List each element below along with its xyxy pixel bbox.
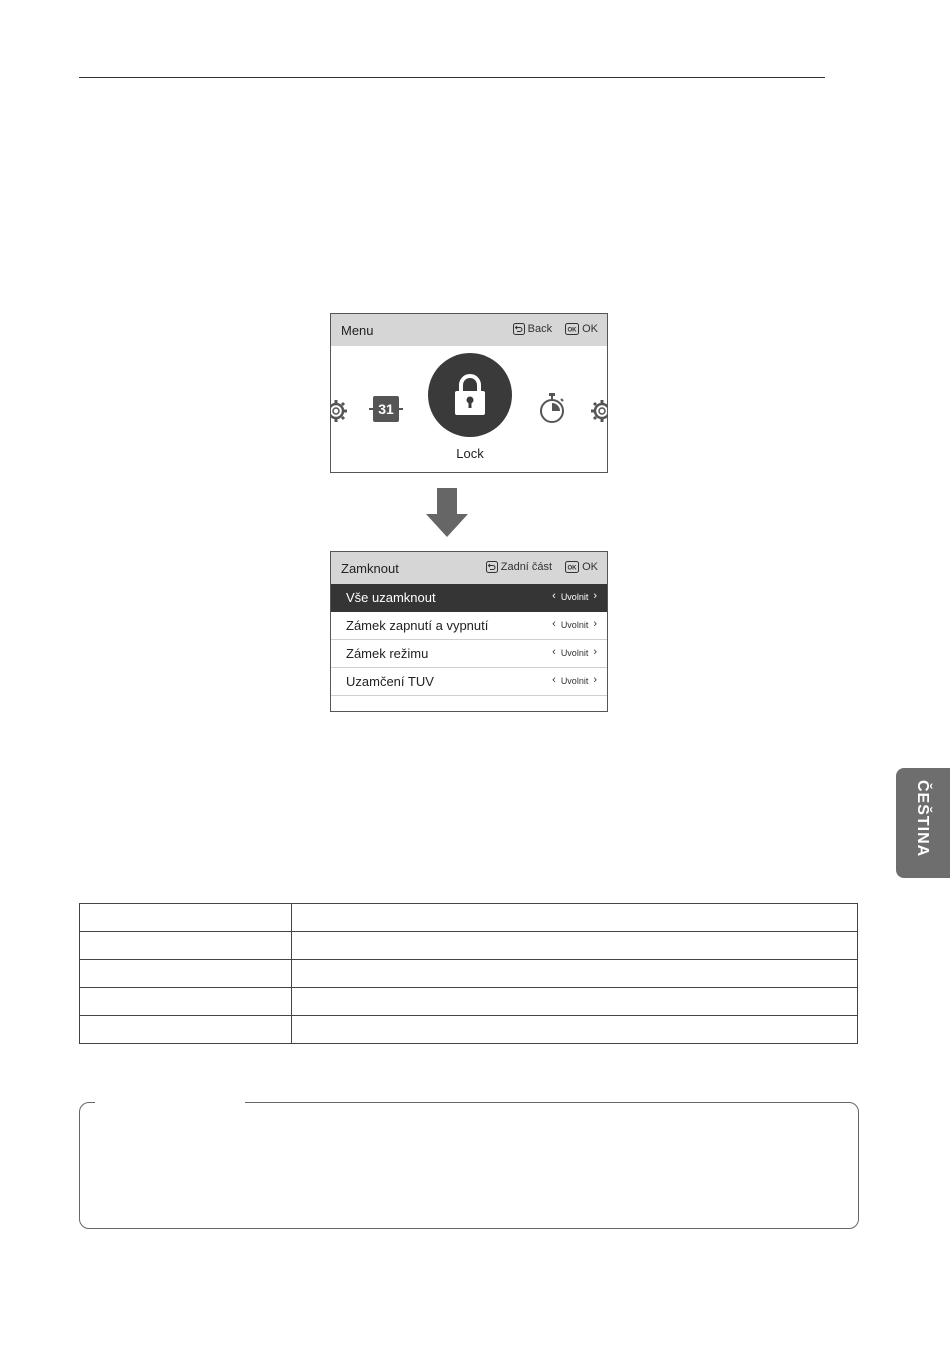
value-label: Uvolnit bbox=[560, 647, 589, 658]
table-row bbox=[80, 988, 858, 1016]
list-item[interactable] bbox=[331, 640, 607, 668]
menu-header-controls bbox=[513, 323, 598, 335]
menu-screen bbox=[330, 313, 608, 473]
calendar-day: 31 bbox=[373, 396, 399, 422]
ok-label[interactable]: OK bbox=[582, 561, 598, 573]
lock-menu-item[interactable] bbox=[428, 353, 512, 437]
menu-header bbox=[331, 314, 607, 346]
top-rule bbox=[79, 77, 825, 78]
timer-icon[interactable] bbox=[537, 392, 567, 424]
lock-settings-screen bbox=[330, 551, 608, 712]
gear-icon[interactable] bbox=[330, 398, 349, 424]
table-row bbox=[80, 1016, 858, 1044]
back-label[interactable]: Back bbox=[527, 323, 553, 335]
ok-icon[interactable] bbox=[565, 561, 579, 573]
chevron-left-icon[interactable]: ‹ bbox=[552, 646, 556, 658]
lock-title: Zamknout bbox=[341, 561, 399, 576]
lock-header-controls bbox=[486, 561, 598, 573]
value-selector[interactable] bbox=[552, 675, 597, 686]
value-selector[interactable] bbox=[552, 591, 597, 602]
list-item[interactable] bbox=[331, 612, 607, 640]
value-label: Uvolnit bbox=[560, 591, 589, 602]
chevron-right-icon[interactable]: › bbox=[593, 618, 597, 630]
back-icon[interactable] bbox=[486, 561, 498, 573]
note-box-title-gap bbox=[95, 1097, 245, 1107]
back-label[interactable]: Zadní část bbox=[500, 561, 553, 573]
table-row bbox=[80, 932, 858, 960]
menu-title: Menu bbox=[341, 323, 374, 338]
selected-item-label: Lock bbox=[456, 446, 484, 461]
lock-header bbox=[331, 552, 607, 584]
table-row bbox=[80, 960, 858, 988]
ok-label[interactable]: OK bbox=[582, 323, 598, 335]
chevron-right-icon[interactable]: › bbox=[593, 646, 597, 658]
value-label: Uvolnit bbox=[560, 619, 589, 630]
list-item[interactable] bbox=[331, 668, 607, 696]
language-tab-label: ČEŠTINA bbox=[914, 780, 931, 858]
menu-carousel bbox=[331, 346, 607, 472]
value-selector[interactable] bbox=[552, 647, 597, 658]
settings-table bbox=[79, 903, 858, 1044]
chevron-left-icon[interactable]: ‹ bbox=[552, 674, 556, 686]
calendar-icon[interactable] bbox=[371, 396, 401, 424]
note-box bbox=[79, 1102, 859, 1229]
list-item-label: Zámek režimu bbox=[346, 646, 429, 661]
language-tab bbox=[896, 768, 950, 878]
chevron-left-icon[interactable]: ‹ bbox=[552, 590, 556, 602]
arrow-down-icon bbox=[426, 488, 468, 538]
back-icon[interactable] bbox=[513, 323, 525, 335]
svg-text:OK: OK bbox=[567, 327, 577, 334]
chevron-left-icon[interactable]: ‹ bbox=[552, 618, 556, 630]
list-item[interactable] bbox=[331, 584, 607, 612]
list-item-label: Vše uzamknout bbox=[346, 590, 436, 605]
chevron-right-icon[interactable]: › bbox=[593, 590, 597, 602]
chevron-right-icon[interactable]: › bbox=[593, 674, 597, 686]
list-item-label: Uzamčení TUV bbox=[346, 674, 434, 689]
svg-text:OK: OK bbox=[567, 565, 577, 572]
gear-icon[interactable] bbox=[589, 398, 608, 424]
list-item-label: Zámek zapnutí a vypnutí bbox=[346, 618, 489, 633]
lock-icon bbox=[452, 373, 488, 417]
ok-icon[interactable] bbox=[565, 323, 579, 335]
table-row bbox=[80, 904, 858, 932]
value-label: Uvolnit bbox=[560, 675, 589, 686]
value-selector[interactable] bbox=[552, 619, 597, 630]
